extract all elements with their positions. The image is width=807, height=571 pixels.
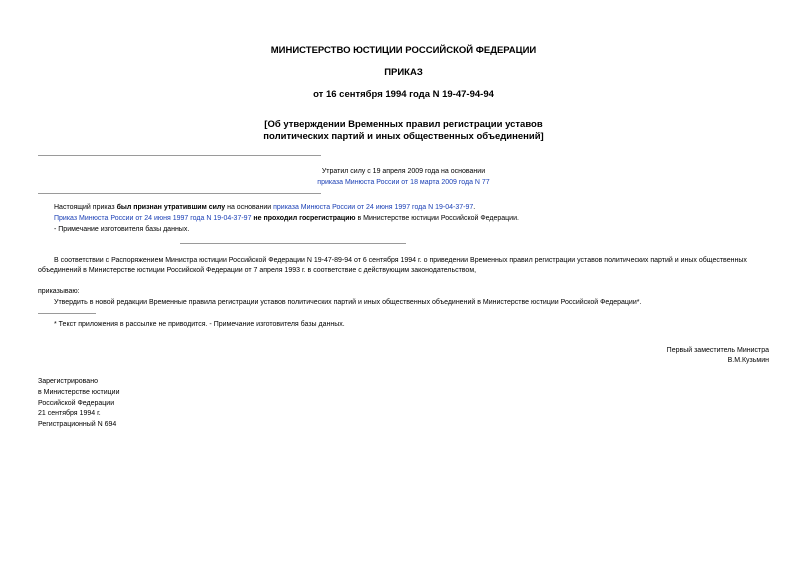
note-text: . — [473, 204, 476, 211]
registration-number: Регистрационный N 694 — [38, 421, 117, 428]
status-note-link[interactable]: приказа Минюста России от 18 марта 2009 года N 77 — [317, 179, 490, 186]
note-bold-text: был признан утратившим силу — [116, 204, 226, 211]
doc-type-heading: ПРИКАЗ — [384, 67, 423, 78]
note-text: в Министерстве юстиции Российской Федерации. — [355, 215, 519, 222]
footnote: * Текст приложения в рассылке не приводится. - Примечание изготовителя базы данных. — [54, 321, 345, 328]
note-registration — [54, 214, 519, 224]
ministry-heading: МИНИСТЕРСТВО ЮСТИЦИИ РОССИЙСКОЙ ФЕДЕРАЦИИ — [270, 45, 537, 56]
registration-line: Зарегистрировано — [38, 378, 98, 385]
doc-title-line2: политических партий и иных общественных объединений] — [263, 131, 544, 142]
signature-position: Первый заместитель Министра — [666, 347, 769, 354]
note-invalidated — [54, 203, 475, 213]
divider — [38, 155, 321, 156]
doc-title-line1: [Об утверждении Временных правил регистрации уставов — [264, 119, 543, 130]
signature-name: В.М.Кузьмин — [727, 357, 769, 364]
note-link-order-1997[interactable]: приказа Минюста России от 24 июня 1997 года N 19-04-37-97 — [273, 204, 474, 211]
registration-line: Российской Федерации — [38, 400, 115, 407]
registration-date: 21 сентября 1994 г. — [38, 410, 101, 417]
note-bold-text: не проходил госрегистрацию — [251, 215, 356, 222]
divider — [180, 243, 406, 244]
footnote-divider — [38, 313, 96, 314]
registration-line: в Министерстве юстиции — [38, 389, 120, 396]
note-text: на основании — [225, 204, 274, 211]
order-word: приказываю: — [38, 288, 80, 295]
preamble-paragraph: В соответствии с Распоряжением Министра юстиции Российской Федерации N 19-47-89-94 от 6 сентября 1994 г. о приведении Временных правил регистрации уставов политических партий и иных общественных объединений в Министерстве юстиции Российской Федерации от 7 апреля 1993 г. в соответствие с действующим законодательством, — [38, 257, 747, 274]
note-db-remark: - Примечание изготовителя базы данных. — [54, 226, 190, 233]
note-link-order-1997-b[interactable]: Приказ Минюста России от 24 июня 1997 года N 19-04-37-97 — [54, 215, 252, 222]
order-text: Утвердить в новой редакции Временные правила регистрации уставов политических партий и иных общественных объединений в Министерстве юстиции Российской Федерации*. — [54, 299, 642, 306]
note-text: Настоящий приказ — [54, 204, 117, 211]
status-note-text: Утратил силу с 19 апреля 2009 года на основании — [321, 168, 486, 175]
doc-date-number: от 16 сентября 1994 года N 19-47-94-94 — [313, 89, 494, 100]
divider — [38, 193, 321, 194]
